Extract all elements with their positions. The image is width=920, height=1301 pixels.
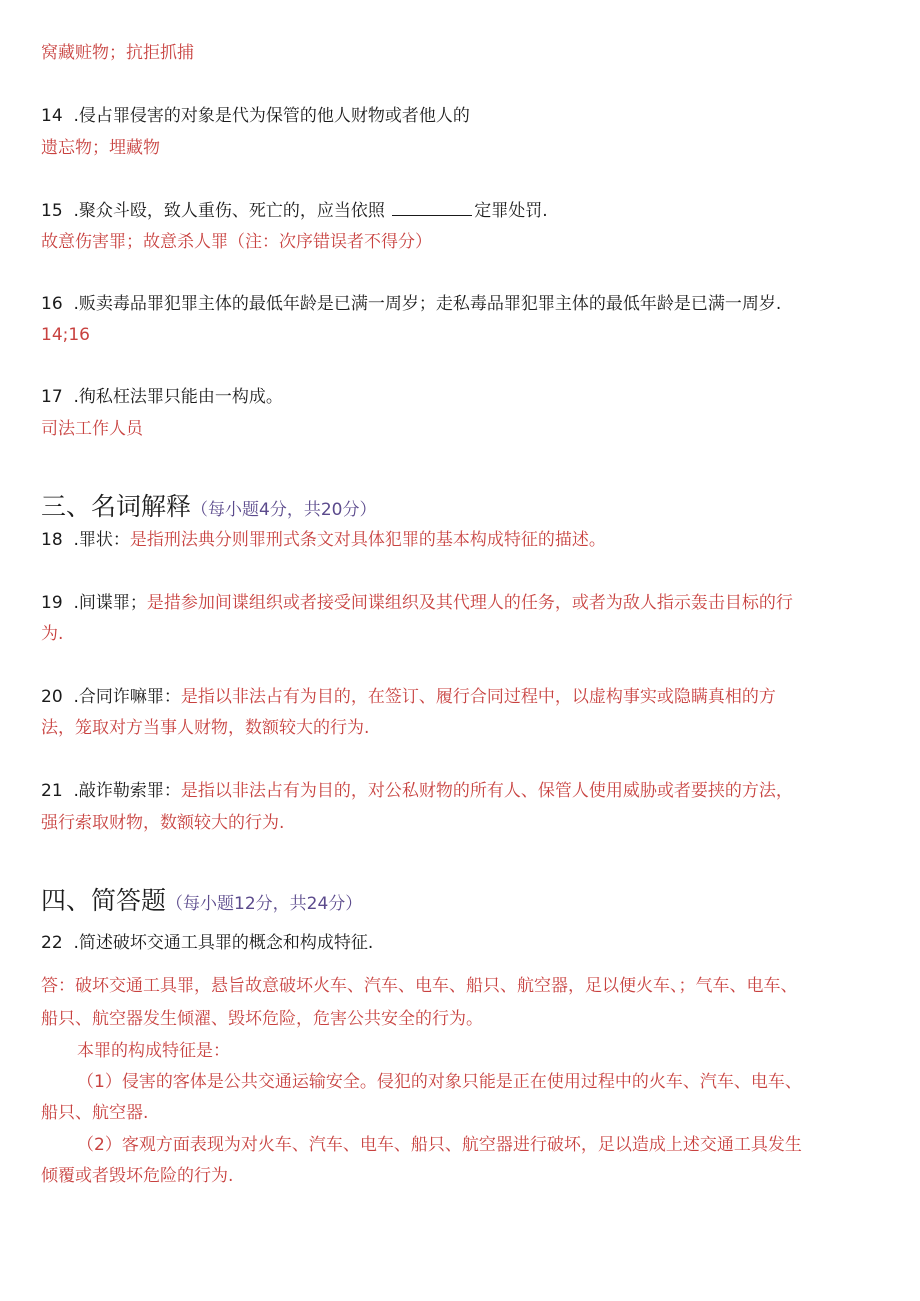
question-text: .徇私枉法罪只能由一构成。: [73, 387, 283, 407]
section-title: 四、简答题: [41, 886, 167, 915]
answer-14: 遗忘物；埋藏物: [41, 138, 160, 158]
question-15: [41, 199, 548, 222]
question-text: .侵占罪侵害的对象是代为保管的他人财物或者他人的: [73, 106, 470, 126]
term-21-cont: 强行索取财物，数额较大的行为.: [41, 813, 285, 833]
section-note: （每小题4分，共20分）: [191, 500, 377, 520]
term-label: .合同诈嘛罪：: [73, 687, 181, 707]
question-14: [41, 105, 470, 127]
question-17: [41, 386, 283, 408]
question-text: .简述破坏交通工具罪的概念和构成特征.: [73, 933, 374, 953]
section-title: 三、名词解释: [41, 492, 192, 521]
term-definition: 是指以非法占有为目的，在签订、履行合同过程中，以虚构事实或隐瞒真相的方: [180, 687, 776, 707]
term-19: [41, 592, 793, 614]
term-number: 20: [41, 687, 63, 707]
answer-line: （2）客观方面表现为对火车、汽车、电车、船只、航空器进行破坏，足以造成上述交通工具发生: [77, 1135, 802, 1155]
term-18: [41, 529, 606, 551]
term-20-cont: 法，笼取对方当事人财物，数额较大的行为.: [41, 718, 370, 738]
term-21: [41, 780, 793, 802]
answer-line: 船只、航空器发生倾濯、毁坏危险，危害公共安全的行为。: [41, 1009, 483, 1029]
question-number: 22: [41, 933, 63, 953]
question-text-pre: .聚众斗殴，致人重伤、死亡的，应当依照: [73, 201, 385, 221]
term-definition: 是指刑法典分则罪刑式条文对具体犯罪的基本构成特征的描述。: [129, 530, 606, 550]
answer-line: （1）侵害的客体是公共交通运输安全。侵犯的对象只能是正在使用过程中的火车、汽车、电车、: [77, 1072, 802, 1092]
answer-line: 本罪的构成特征是：: [77, 1041, 230, 1061]
term-number: 21: [41, 781, 63, 801]
term-20: [41, 686, 776, 708]
term-label: .罪状：: [73, 530, 130, 550]
question-22: [41, 932, 373, 954]
section-heading: [41, 885, 362, 920]
question-text: .贩卖毒品罪犯罪主体的最低年龄是已满一周岁；走私毒品罪犯罪主体的最低年龄是已满一周岁.: [73, 294, 782, 314]
section-note: （每小题12分，共24分）: [166, 894, 363, 914]
answer-blank: [392, 199, 472, 216]
question-number: 15: [41, 201, 63, 221]
question-16: [41, 293, 781, 315]
answer-line: 答：破坏交通工具罪，悬旨故意破坏火车、汽车、电车、船只、航空器，足以便火车、；气车、电车、: [41, 976, 798, 996]
question-text-post: 定罪处罚.: [474, 201, 548, 221]
question-number: 14: [41, 106, 63, 126]
term-number: 18: [41, 530, 63, 550]
answer-16: 14;16: [41, 325, 90, 345]
term-19-cont: 为.: [41, 624, 64, 644]
term-number: 19: [41, 593, 63, 613]
prev-answer: 窝藏赃物；抗拒抓捕: [41, 43, 194, 63]
answer-line: 倾覆或者毁坏危险的行为.: [41, 1166, 234, 1186]
term-definition: 是措参加间谍组织或者接受间谍组织及其代理人的任务，或者为敌人指示轰击目标的行: [146, 593, 793, 613]
question-number: 17: [41, 387, 63, 407]
answer-line: 船只、航空器.: [41, 1103, 149, 1123]
answer-15: 故意伤害罪；故意杀人罪（注：次序错误者不得分）: [41, 232, 432, 252]
answer-17: 司法工作人员: [41, 419, 143, 439]
question-number: 16: [41, 294, 63, 314]
term-definition: 是指以非法占有为目的，对公私财物的所有人、保管人使用威胁或者要挟的方法，: [180, 781, 793, 801]
section-heading: [41, 491, 376, 526]
term-label: .间谍罪；: [73, 593, 147, 613]
term-label: .敲诈勒索罪：: [73, 781, 181, 801]
